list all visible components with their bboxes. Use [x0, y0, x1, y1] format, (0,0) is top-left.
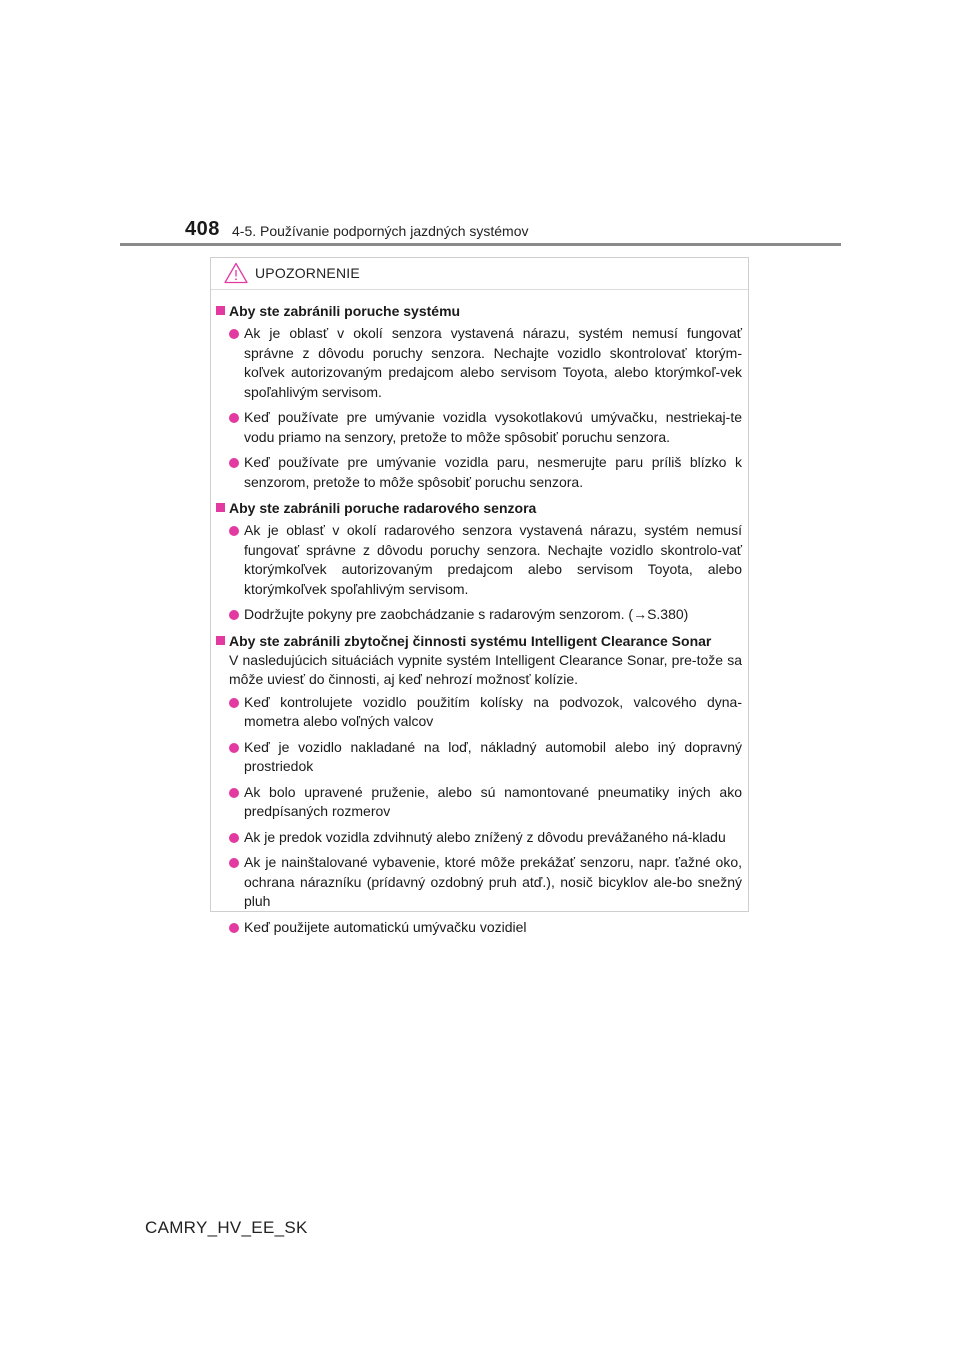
page-number: 408 [185, 218, 220, 240]
section-heading: Aby ste zabránili zbytočnej činnosti systému Intelligent Clearance Sonar [215, 631, 742, 651]
circle-bullet-icon [229, 923, 239, 933]
list-item: Keď kontrolujete vozidlo použitím kolísky na podvozok, valcového dyna-mometra alebo voľných valcov [215, 693, 742, 732]
list-item: Keď používate pre umývanie vozidla paru, nesmerujte paru príliš blízko k senzorom, pretože to môže spôsobiť poruchu senzora. [215, 453, 742, 492]
header-rule [120, 243, 841, 246]
circle-bullet-icon [229, 526, 239, 536]
section-heading: Aby ste zabránili poruche systému [215, 301, 742, 321]
document-code: CAMRY_HV_EE_SK [145, 1218, 308, 1237]
circle-bullet-icon [229, 788, 239, 798]
list-item: Ak je nainštalované vybavenie, ktoré môže prekážať senzoru, napr. ťažné oko, ochrana nárazníku (prídavný ozdobný pruh atď.), nosič bicyklov ale-bo snežný pluh [215, 853, 742, 912]
circle-bullet-icon [229, 329, 239, 339]
list-item: Ak je oblasť v okolí radarového senzora vystavená nárazu, systém nemusí fungovať správne z dôvodu poruchy senzora. Nechajte vozidlo skontrolo-vať ktorýmkoľvek autorizovaným predajcom alebo servisom Toyota, alebo ktorýmkoľvek spoľahlivým servisom. [215, 521, 742, 599]
warning-body [211, 290, 748, 937]
warning-header [211, 258, 748, 290]
circle-bullet-icon [229, 833, 239, 843]
warning-box [210, 257, 749, 935]
list-item: Keď je vozidlo nakladané na loď, nákladný automobil alebo iný dopravný prostriedok [215, 738, 742, 777]
warning-triangle-icon [224, 262, 248, 284]
square-bullet-icon [216, 503, 225, 512]
square-bullet-icon [216, 636, 225, 645]
list-item: Keď používate pre umývanie vozidla vysokotlakovú umývačku, nestriekaj-te vodu priamo na senzory, pretože to môže spôsobiť poruchu senzora. [215, 408, 742, 447]
circle-bullet-icon [229, 743, 239, 753]
section-title: 4-5. Používanie podporných jazdných systémov [232, 223, 529, 239]
circle-bullet-icon [229, 858, 239, 868]
circle-bullet-icon [229, 698, 239, 708]
list-item: Dodržujte pokyny pre zaobchádzanie s radarovým senzorom. (→S.380) [215, 605, 742, 625]
list-item: Ak je oblasť v okolí senzora vystavená nárazu, systém nemusí fungovať správne z dôvodu poruchy senzora. Nechajte vozidlo skontrolovať ktorým-koľvek autorizovaným predajcom alebo servisom Toyota, alebo ktorýmkoľ-vek spoľahlivým servisom. [215, 324, 742, 402]
circle-bullet-icon [229, 413, 239, 423]
section-intro: V nasledujúcich situáciách vypnite systém Intelligent Clearance Sonar, pre-tože sa môže uviesť do činnosti, aj keď nehrozí možnosť kolízie. [229, 651, 742, 687]
list-item: Ak je predok vozidla zdvihnutý alebo znížený z dôvodu prevážaného ná-kladu [215, 828, 742, 848]
list-item: Ak bolo upravené pruženie, alebo sú namontované pneumatiky iných ako predpísaných rozmerov [215, 783, 742, 822]
circle-bullet-icon [229, 458, 239, 468]
section-heading: Aby ste zabránili poruche radarového senzora [215, 498, 742, 518]
square-bullet-icon [216, 306, 225, 315]
list-item: Keď použijete automatickú umývačku vozidiel [215, 918, 742, 938]
circle-bullet-icon [229, 610, 239, 620]
warning-label: UPOZORNENIE [255, 265, 360, 281]
